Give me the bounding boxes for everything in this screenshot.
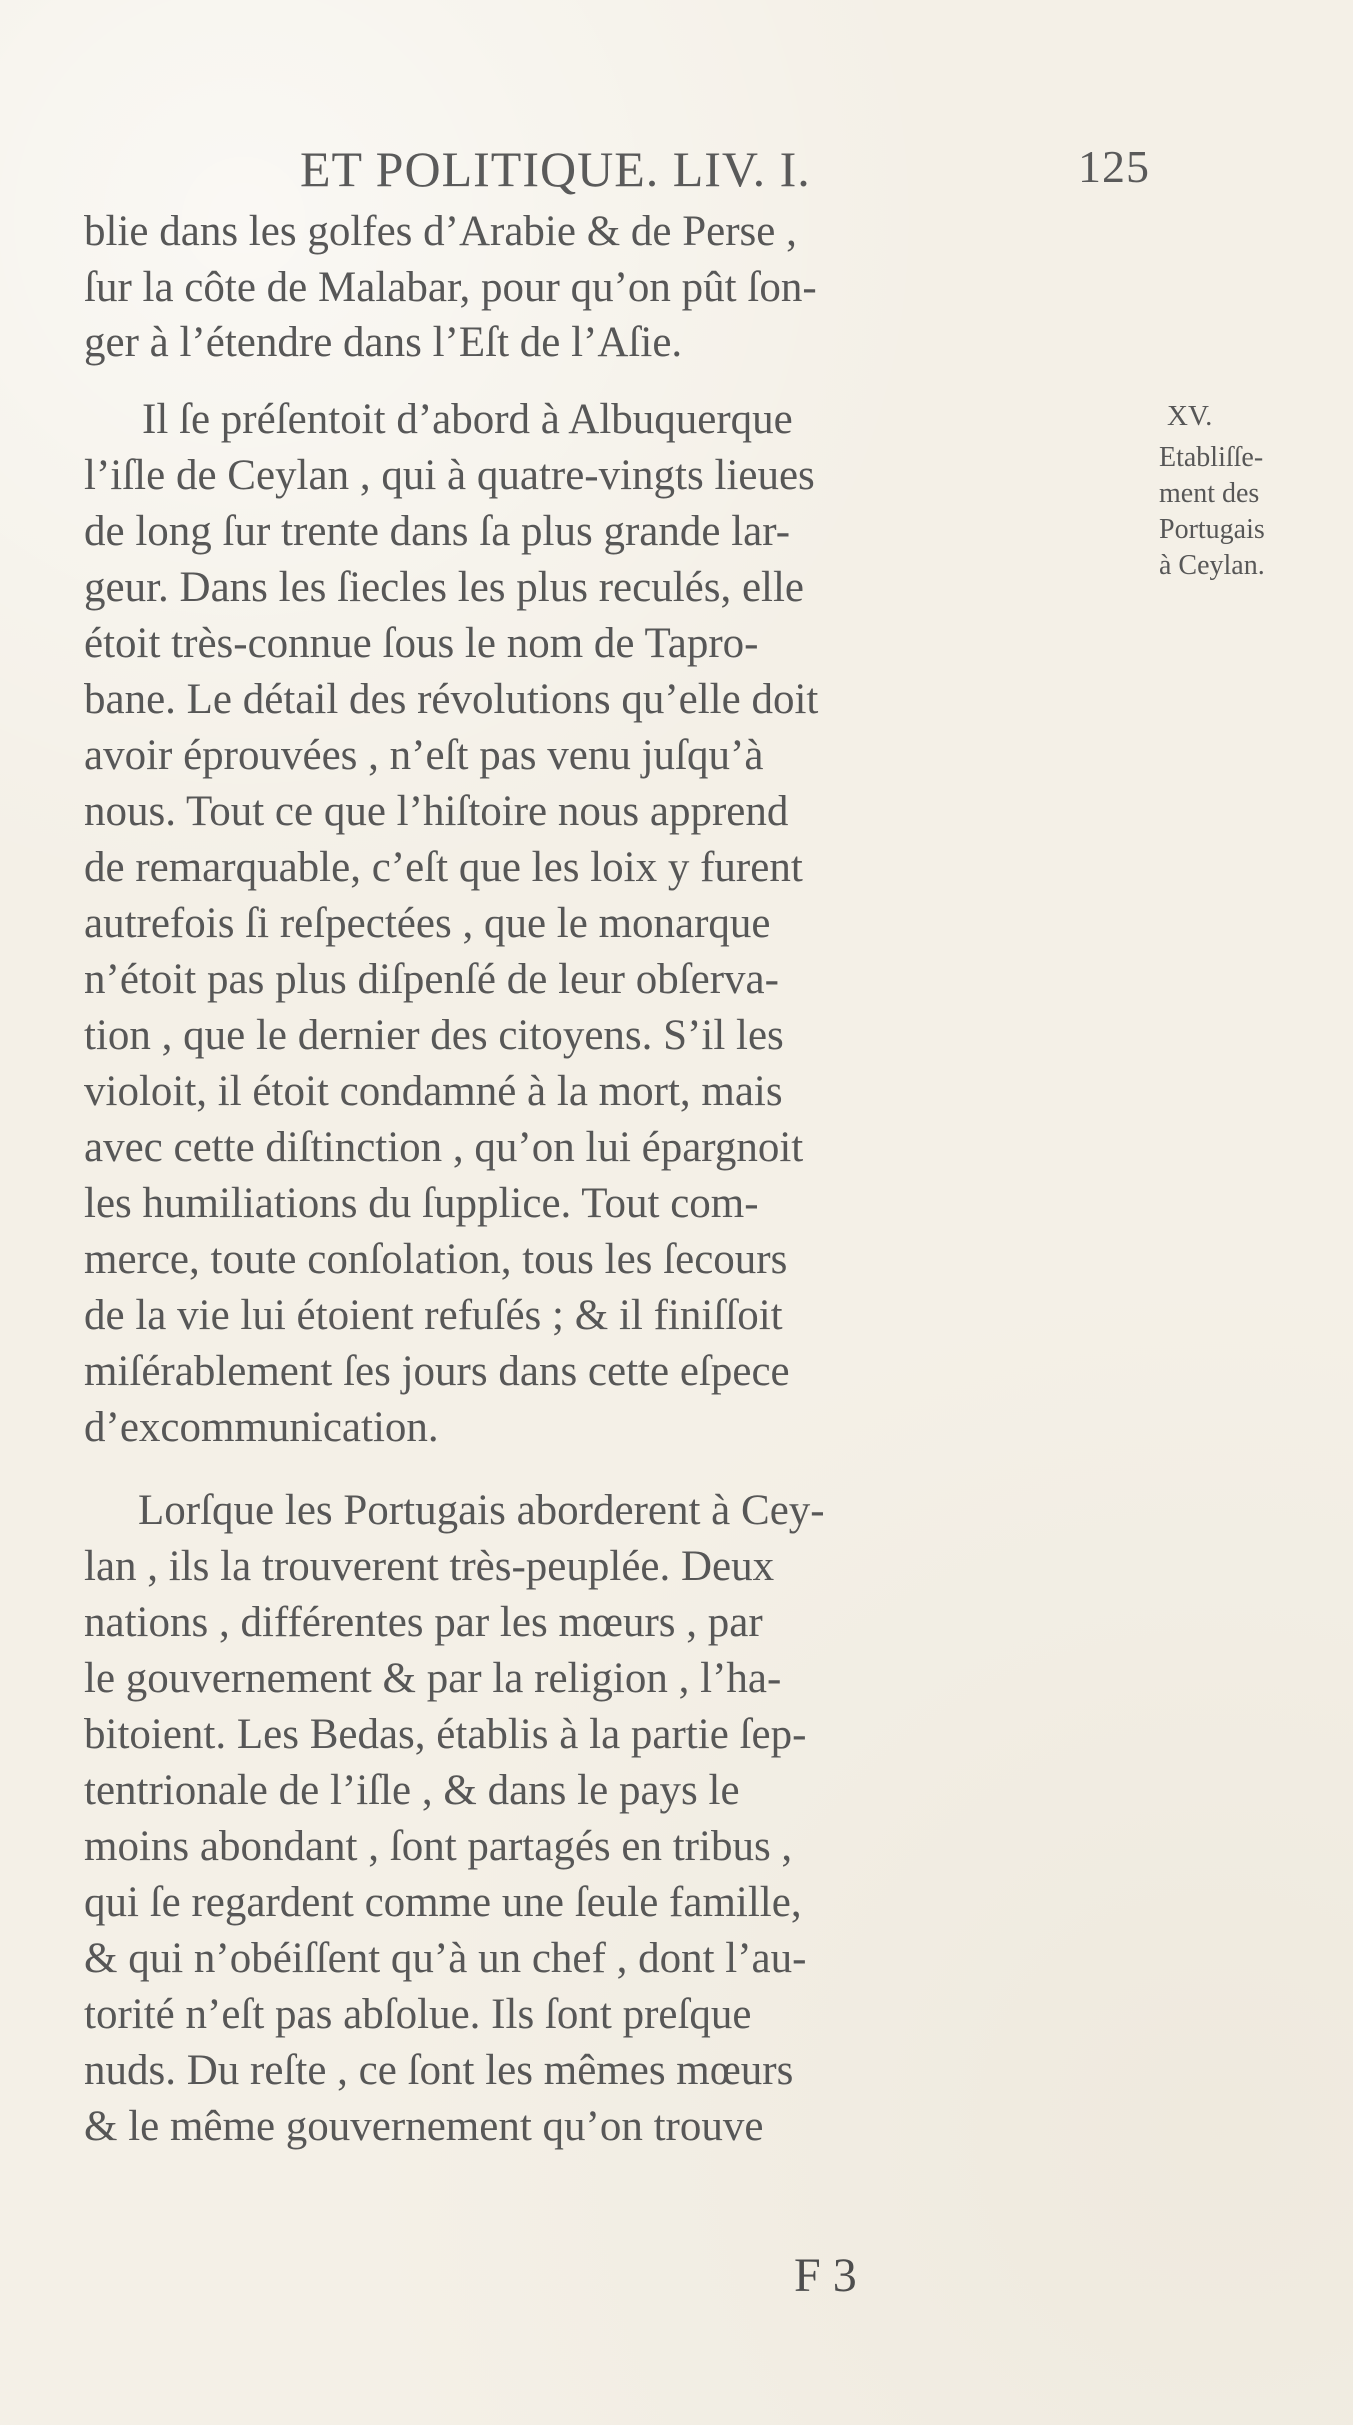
text-line: & qui n’obéiſſent qu’à un chef , dont l’au- [84, 1935, 807, 1982]
margin-note-heading: XV. [1167, 400, 1213, 432]
margin-note-line: Etabliſſe- [1159, 442, 1264, 473]
text-line: ſur la côte de Malabar, pour qu’on pût ſon- [84, 264, 817, 311]
text-line: geur. Dans les ſiecles les plus reculés, elle [84, 564, 805, 611]
text-line: tion , que le dernier des citoyens. S’il les [84, 1012, 784, 1059]
text-line: Lorſque les Portugais aborderent à Cey- [138, 1487, 825, 1534]
text-line: merce, toute conſolation, tous les ſecours [84, 1236, 788, 1283]
text-line: qui ſe regardent comme une ſeule famille, [84, 1879, 802, 1926]
text-line: n’étoit pas plus diſpenſé de leur obſerva- [84, 956, 779, 1003]
signature-mark: F 3 [794, 2249, 857, 2302]
text-line: le gouvernement & par la religion , l’ha- [84, 1655, 782, 1702]
text-line: miſérablement ſes jours dans cette eſpece [84, 1348, 790, 1395]
margin-note-line: à Ceylan. [1159, 550, 1265, 581]
text-line: de long ſur trente dans ſa plus grande lar- [84, 508, 791, 555]
text-line: nous. Tout ce que l’hiſtoire nous apprend [84, 788, 789, 835]
text-line: avec cette diſtinction , qu’on lui épargnoit [84, 1124, 804, 1171]
text-line: bitoient. Les Bedas, établis à la partie ſep- [84, 1711, 807, 1758]
page-header [300, 140, 1150, 198]
text-line: l’iſle de Ceylan , qui à quatre-vingts lieues [84, 452, 815, 499]
page-number: 125 [1078, 141, 1150, 192]
margin-note-line: ment des [1159, 478, 1260, 509]
text-line: autrefois ſi reſpectées , que le monarque [84, 900, 771, 947]
text-line: de la vie lui étoient refuſés ; & il finiſſoit [84, 1292, 783, 1339]
text-line: nations , différentes par les mœurs , par [84, 1599, 763, 1646]
margin-note-line: Portugais [1159, 514, 1265, 545]
text-line: avoir éprouvées , n’eſt pas venu juſqu’à [84, 732, 764, 779]
text-line: bane. Le détail des révolutions qu’elle doit [84, 676, 819, 723]
text-line: blie dans les golfes d’Arabie & de Perse , [84, 208, 797, 255]
text-line: nuds. Du reſte , ce ſont les mêmes mœurs [84, 2047, 794, 2094]
text-line: & le même gouvernement qu’on trouve [84, 2103, 764, 2150]
text-line: ger à l’étendre dans l’Eſt de l’Aſie. [84, 319, 683, 366]
running-title: ET POLITIQUE. LIV. I. [300, 141, 811, 197]
text-line: torité n’eſt pas abſolue. Ils ſont preſque [84, 1991, 752, 2038]
text-line: les humiliations du ſupplice. Tout com- [84, 1180, 759, 1227]
text-line: d’excommunication. [84, 1404, 439, 1451]
text-line: tentrionale de l’iſle , & dans le pays le [84, 1767, 740, 1814]
text-line: Il ſe préſentoit d’abord à Albuquerque [142, 396, 793, 443]
text-line: violoit, il étoit condamné à la mort, mais [84, 1068, 783, 1115]
text-line: de remarquable, c’eſt que les loix y furent [84, 844, 803, 891]
text-line: étoit très-connue ſous le nom de Tapro- [84, 620, 759, 667]
text-line: moins abondant , ſont partagés en tribus , [84, 1823, 793, 1870]
text-line: lan , ils la trouverent très-peuplée. Deux [84, 1543, 775, 1590]
